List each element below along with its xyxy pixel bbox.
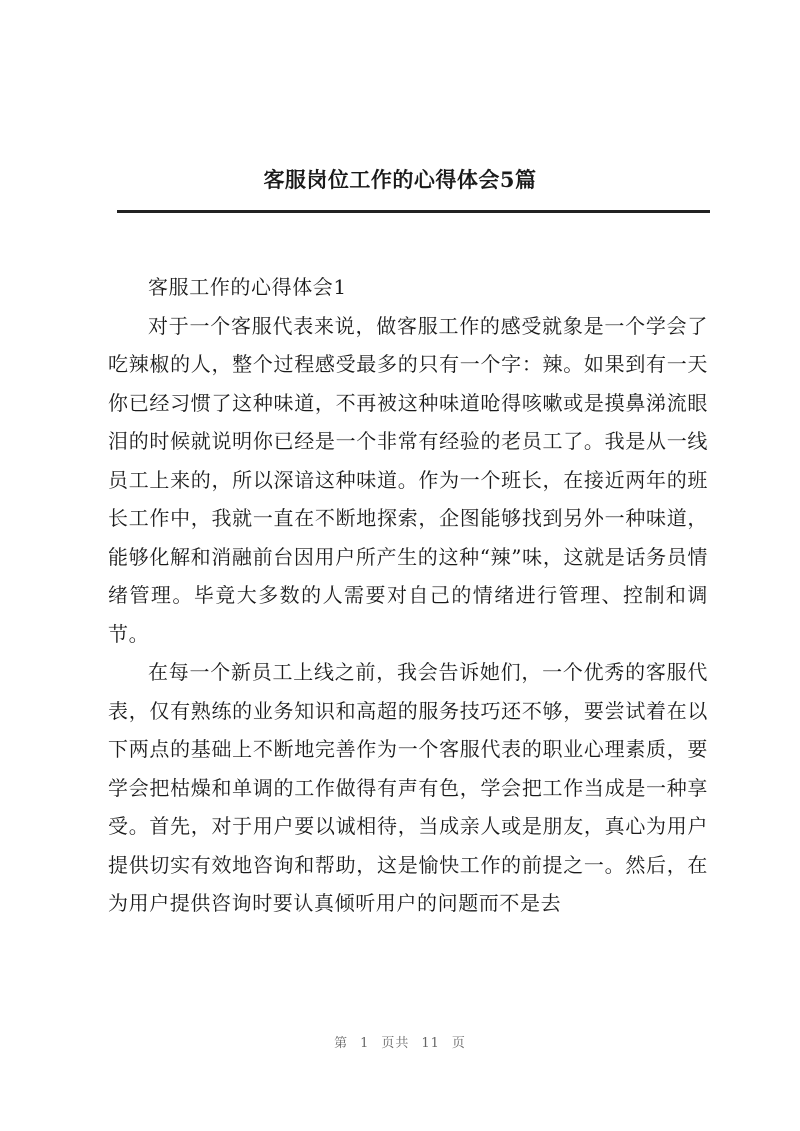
footer-ye-gong: 页共 <box>381 1036 410 1051</box>
page-footer <box>0 1032 800 1051</box>
document-body <box>108 268 708 923</box>
footer-page-total: 11 <box>421 1036 440 1051</box>
document-title: 客服岗位工作的心得体会5篇 <box>263 167 537 192</box>
section-heading: 客服工作的心得体会1 <box>148 275 347 299</box>
footer-di: 第 <box>334 1036 349 1051</box>
paragraph-1: 对于一个客服代表来说，做客服工作的感受就象是一个学会了吃辣椒的人，整个过程感受最多的只有一个字：辣。如果到有一天你已经习惯了这种味道，不再被这种味道呛得咳嗽或是摸鼻涕流眼泪的时候就说明你已经是一个非常有经验的老员工了。我是从一线员工上来的，所以深谙这种味道。作为一个班长，在接近两年的班长工作中，我就一直在不断地探索，企图能够找到另外一种味道，能够化解和消融前台因用户所产生的这种“辣”味，这就是话务员情绪管理。毕竟大多数的人需要对自己的情绪进行管理、控制和调节。 <box>108 313 708 646</box>
footer-page-current: 1 <box>360 1036 370 1051</box>
paragraph-2: 在每一个新员工上线之前，我会告诉她们，一个优秀的客服代表，仅有熟练的业务知识和高超的服务技巧还不够，要尝试着在以下两点的基础上不断地完善作为一个客服代表的职业心理素质，要学会把枯燥和单调的工作做得有声有色，学会把工作当成是一种享受。首先，对于用户要以诚相待，当成亲人或是朋友，真心为用户提供切实有效地咨询和帮助，这是愉快工作的前提之一。然后，在为用户提供咨询时要认真倾听用户的问题而不是去 <box>108 660 708 915</box>
title-underline-rule <box>117 210 710 213</box>
footer-ye: 页 <box>451 1036 466 1051</box>
